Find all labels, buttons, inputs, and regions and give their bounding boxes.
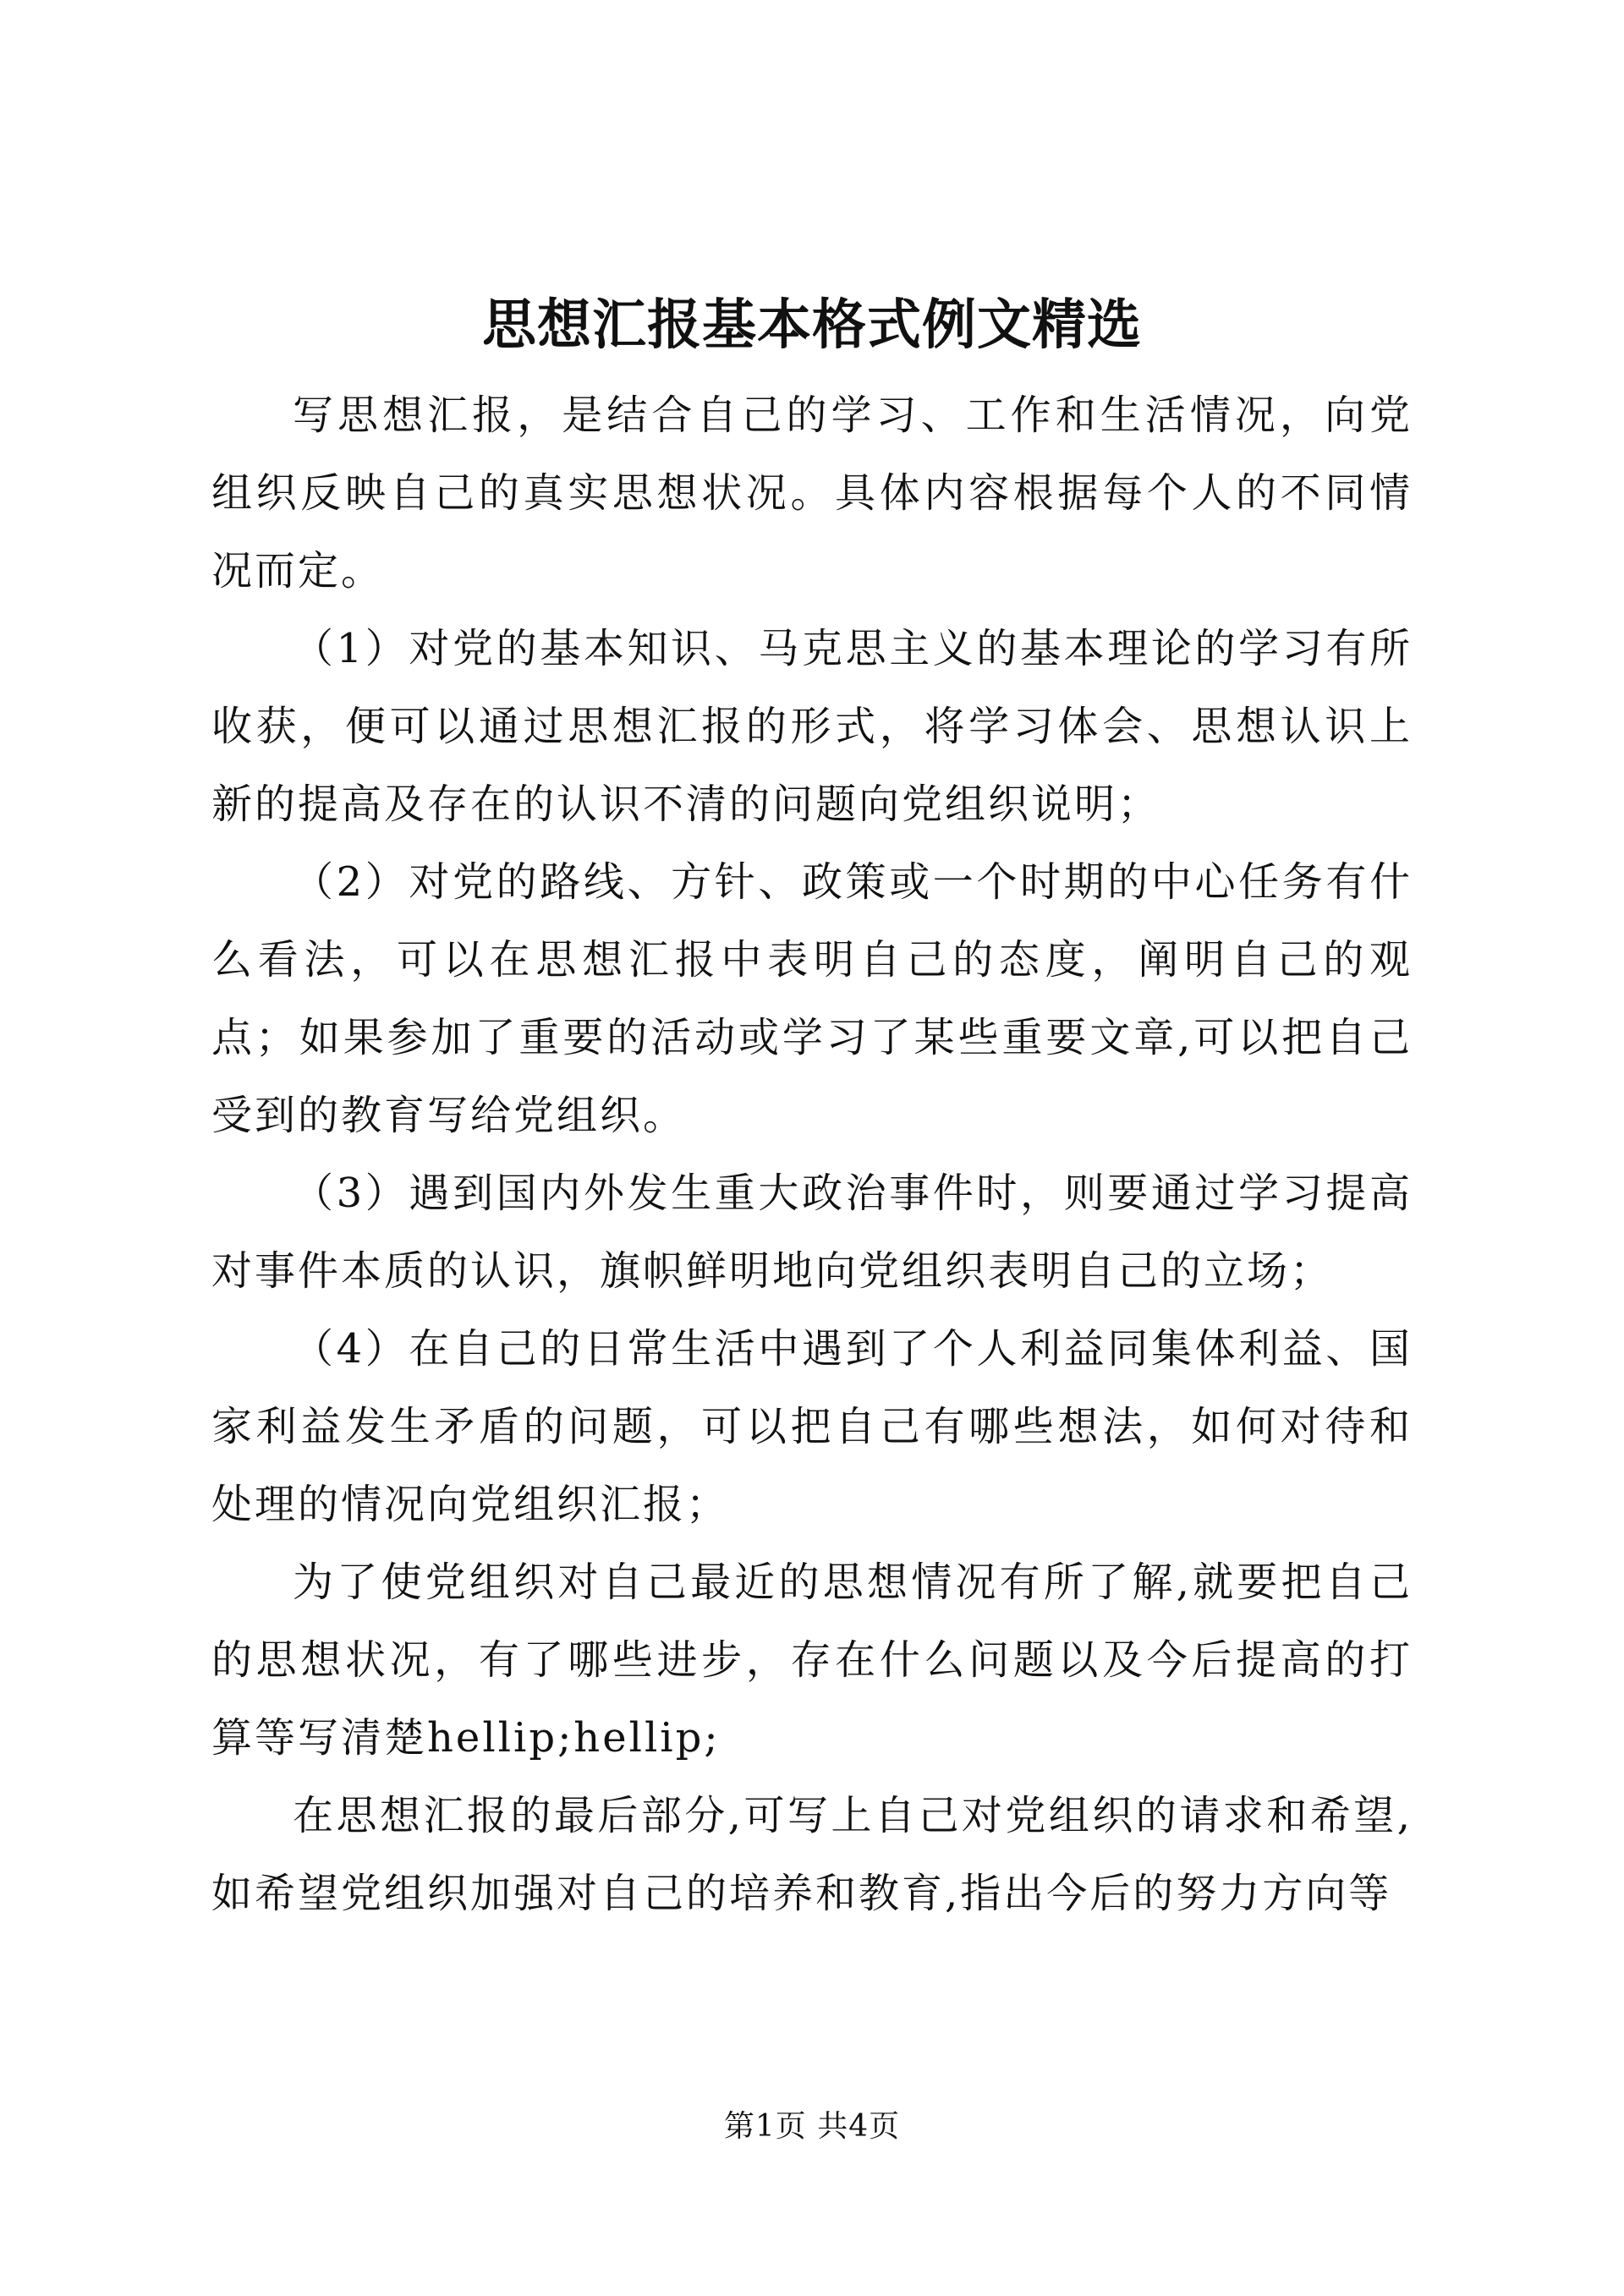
page-number-footer: 第1页 共4页 bbox=[723, 2109, 901, 2144]
paragraph-summary: 为了使党组织对自己最近的思想情况有所了解,就要把自己的思想状况，有了哪些进步，存在什么问题以及今后提高的打算等写清楚hellip;hellip; bbox=[211, 1559, 1413, 1762]
paragraph-closing: 在思想汇报的最后部分,可写上自己对党组织的请求和希望,如希望党组织加强对自己的培养和教育,指出今后的努力方向等 bbox=[211, 1792, 1413, 1917]
paragraph-item-2: （2）对党的路线、方针、政策或一个时期的中心任务有什么看法，可以在思想汇报中表明自己的态度，阐明自己的观点；如果参加了重要的活动或学习了某些重要文章,可以把自己受到的教育写给党组织。 bbox=[211, 858, 1413, 1139]
paragraph-item-3: （3）遇到国内外发生重大政治事件时，则要通过学习提高对事件本质的认识，旗帜鲜明地向党组织表明自己的立场； bbox=[211, 1170, 1413, 1295]
paragraph-item-4: （4）在自己的日常生活中遇到了个人利益同集体利益、国家利益发生矛盾的问题，可以把自己有哪些想法，如何对待和处理的情况向党组织汇报； bbox=[211, 1325, 1413, 1528]
paragraph-item-1: （1）对党的基本知识、马克思主义的基本理论的学习有所收获，便可以通过思想汇报的形式，将学习体会、思想认识上新的提高及存在的认识不清的问题向党组织说明； bbox=[211, 625, 1413, 828]
document-title: 思想汇报基本格式例文精选 bbox=[482, 293, 1142, 357]
document-body bbox=[211, 376, 1413, 1932]
paragraph-intro: 写思想汇报，是结合自己的学习、工作和生活情况，向党组织反映自己的真实思想状况。具体内容根据每个人的不同情况而定。 bbox=[211, 392, 1413, 595]
